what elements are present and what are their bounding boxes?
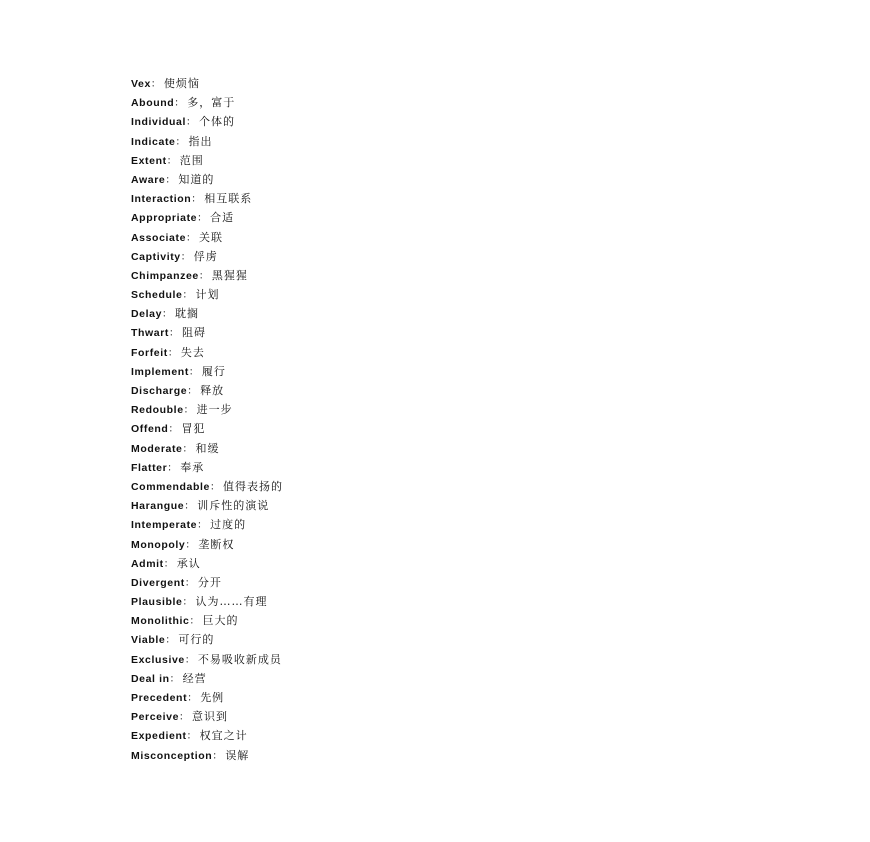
vocab-meaning: 不易吸收新成员 — [197, 652, 282, 666]
vocab-term: Admit — [131, 557, 164, 570]
vocab-term: Deal in — [131, 672, 170, 685]
list-item — [131, 228, 283, 247]
vocab-term: Redouble — [131, 404, 184, 417]
term-separator: ： — [165, 635, 176, 647]
list-item — [131, 535, 283, 554]
term-separator: ： — [168, 424, 179, 436]
vocab-term: Vex — [131, 78, 151, 90]
vocab-term: Viable — [131, 634, 166, 647]
term-separator: ： — [165, 174, 176, 186]
vocab-meaning: 多，富于 — [187, 96, 236, 110]
term-separator: ： — [187, 386, 198, 397]
vocab-meaning: 计划 — [195, 288, 220, 302]
vocab-term: Forfeit — [131, 346, 168, 359]
vocab-meaning: 知道的 — [178, 172, 215, 186]
list-item — [131, 323, 283, 342]
vocab-term: Captivity — [131, 250, 181, 263]
term-separator: ： — [179, 712, 190, 724]
vocab-meaning: 释放 — [200, 384, 225, 397]
term-separator: ： — [184, 654, 195, 666]
list-item — [131, 93, 283, 112]
vocab-term: Thwart — [131, 327, 170, 340]
vocab-meaning: 合适 — [210, 211, 235, 225]
list-item — [131, 112, 283, 131]
list-item — [131, 554, 283, 573]
list-item — [131, 496, 283, 515]
list-item — [131, 343, 283, 362]
vocab-term: Offend — [131, 423, 169, 436]
vocab-term: Divergent — [131, 576, 185, 589]
vocab-meaning: 值得表扬的 — [222, 479, 283, 493]
vocab-term: Monolithic — [131, 615, 190, 628]
term-separator: ： — [184, 577, 195, 589]
vocab-term: Perceive — [131, 711, 180, 724]
term-separator: ： — [191, 194, 202, 206]
list-item — [131, 746, 283, 765]
term-separator: ： — [182, 597, 193, 609]
vocab-term: Expedient — [131, 730, 187, 743]
vocab-term: Monopoly — [131, 538, 186, 551]
term-separator: ： — [185, 539, 196, 551]
term-separator: ： — [167, 462, 178, 474]
term-separator: ： — [150, 79, 161, 90]
term-separator: ： — [163, 558, 174, 570]
list-item — [131, 477, 283, 496]
list-item — [131, 458, 283, 477]
list-item — [131, 266, 283, 285]
vocab-meaning: 经营 — [182, 671, 207, 685]
vocab-term: Appropriate — [131, 212, 198, 225]
vocab-term: Chimpanzee — [131, 269, 199, 282]
vocab-term: Commendable — [131, 480, 210, 493]
list-item — [131, 573, 283, 592]
vocab-meaning: 耽搁 — [175, 307, 200, 321]
vocab-term: Abound — [131, 97, 175, 110]
vocab-meaning: 个体的 — [199, 115, 236, 129]
vocab-meaning: 和缓 — [195, 441, 220, 455]
vocab-term: Precedent — [131, 692, 188, 704]
list-item — [131, 726, 283, 745]
list-item — [131, 304, 283, 323]
vocab-meaning: 分开 — [197, 575, 222, 589]
list-item — [131, 515, 283, 534]
list-item — [131, 592, 283, 611]
vocab-term: Delay — [131, 308, 163, 321]
vocab-term: Associate — [131, 231, 187, 244]
vocab-meaning: 范围 — [179, 153, 204, 167]
vocab-term: Individual — [131, 116, 187, 129]
vocab-meaning: 失去 — [180, 345, 205, 359]
list-item — [131, 74, 283, 93]
list-item — [131, 439, 283, 458]
list-item — [131, 419, 283, 438]
vocab-meaning: 认为……有理 — [195, 595, 268, 609]
vocab-term: Interaction — [131, 193, 192, 206]
vocab-term: Flatter — [131, 461, 168, 474]
term-separator: ： — [180, 251, 191, 263]
vocab-term: Indicate — [131, 135, 176, 148]
vocab-meaning: 相互联系 — [204, 192, 253, 206]
term-separator: ： — [189, 616, 200, 628]
vocab-meaning: 可行的 — [178, 633, 215, 647]
list-item — [131, 400, 283, 419]
term-separator: ： — [186, 117, 197, 129]
vocab-term: Misconception — [131, 749, 213, 762]
term-separator: ： — [162, 309, 173, 321]
list-item — [131, 285, 283, 304]
term-separator: ： — [167, 347, 178, 359]
term-separator: ： — [186, 232, 197, 244]
vocab-meaning: 黑猩猩 — [211, 268, 248, 282]
vocab-meaning: 垄断权 — [198, 537, 235, 551]
vocab-meaning: 履行 — [201, 364, 226, 378]
term-separator: ： — [197, 213, 208, 225]
vocab-meaning: 承认 — [176, 556, 201, 570]
list-item — [131, 688, 283, 707]
vocab-meaning: 阻碍 — [182, 326, 207, 340]
vocab-meaning: 进一步 — [196, 403, 233, 417]
list-item — [131, 189, 283, 208]
term-separator: ： — [183, 405, 194, 417]
list-item — [131, 611, 283, 630]
term-separator: ： — [174, 98, 185, 110]
vocab-meaning: 过度的 — [210, 518, 247, 532]
term-separator: ： — [188, 366, 199, 378]
list-item — [131, 247, 283, 266]
vocab-term: Plausible — [131, 596, 183, 609]
term-separator: ： — [187, 693, 198, 704]
list-item — [131, 650, 283, 669]
list-item — [131, 381, 283, 400]
term-separator: ： — [184, 501, 195, 513]
list-item — [131, 132, 283, 151]
term-separator: ： — [212, 750, 223, 762]
vocab-term: Intemperate — [131, 519, 198, 532]
vocab-meaning: 误解 — [225, 748, 250, 762]
vocab-term: Discharge — [131, 385, 188, 397]
term-separator: ： — [182, 290, 193, 302]
list-item — [131, 630, 283, 649]
vocab-meaning: 权宜之计 — [199, 729, 248, 743]
vocab-meaning: 奉承 — [180, 460, 205, 474]
list-item — [131, 170, 283, 189]
vocab-term: Aware — [131, 173, 166, 186]
vocab-term: Harangue — [131, 500, 185, 513]
term-separator: ： — [209, 481, 220, 493]
term-separator: ： — [197, 520, 208, 532]
term-separator: ： — [169, 328, 180, 340]
list-item — [131, 669, 283, 688]
vocab-term: Extent — [131, 154, 167, 167]
vocab-term: Exclusive — [131, 653, 185, 666]
vocab-meaning: 使烦恼 — [163, 77, 200, 90]
term-separator: ： — [166, 155, 177, 167]
vocabulary-list — [131, 74, 283, 765]
vocab-term: Moderate — [131, 442, 183, 455]
term-separator: ： — [169, 673, 180, 685]
vocab-meaning: 意识到 — [192, 710, 229, 724]
vocab-meaning: 冒犯 — [181, 422, 206, 436]
vocab-term: Schedule — [131, 289, 183, 302]
vocab-meaning: 先例 — [200, 691, 225, 704]
vocab-meaning: 关联 — [199, 230, 224, 244]
vocab-meaning: 指出 — [188, 134, 213, 148]
term-separator: ： — [198, 270, 209, 282]
term-separator: ： — [175, 136, 186, 148]
list-item — [131, 362, 283, 381]
list-item — [131, 707, 283, 726]
vocab-term: Implement — [131, 365, 189, 378]
term-separator: ： — [182, 443, 193, 455]
vocab-meaning: 巨大的 — [202, 614, 239, 628]
list-item — [131, 208, 283, 227]
term-separator: ： — [186, 731, 197, 743]
vocab-meaning: 俘虏 — [193, 249, 218, 263]
list-item — [131, 151, 283, 170]
vocab-meaning: 训斥性的演说 — [197, 499, 270, 513]
